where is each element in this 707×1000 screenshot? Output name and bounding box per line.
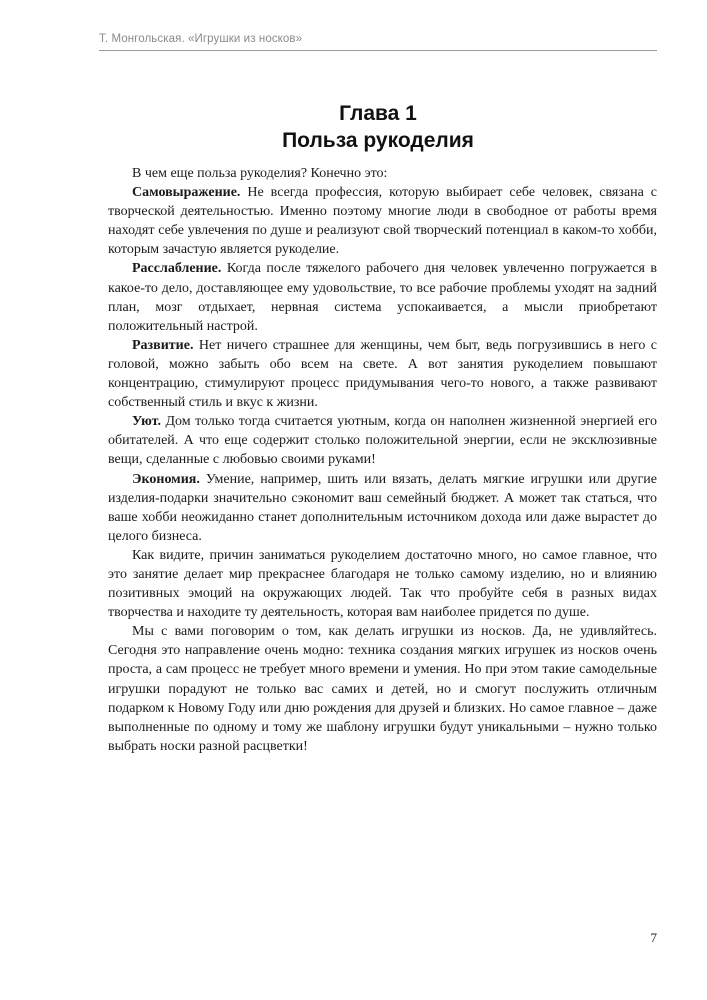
paragraph <box>108 164 657 183</box>
paragraph <box>108 546 657 622</box>
paragraph <box>108 470 657 546</box>
page-number: 7 <box>650 930 657 945</box>
running-header: Т. Монгольская. «Игрушки из носков» <box>99 33 657 51</box>
paragraph-lead: Расслабление. <box>132 261 222 277</box>
paragraph <box>108 412 657 469</box>
paragraph-lead: Развитие. <box>132 337 194 353</box>
paragraph <box>108 622 657 756</box>
paragraph-text: Когда после тяжелого рабочего дня человек увлеченно погружается в какое-то дело, доставляющее ему удовольствие, то все рабочие проблемы уходят на задний план, мозг отдыхает, нервная система успокаивается, а мысли приобретают положительный настрой. <box>108 261 657 334</box>
chapter-number: Глава 1 <box>339 102 417 125</box>
paragraph-text: Мы с вами поговорим о том, как делать игрушки из носков. Да, не удивляйтесь. Сегодня это направление очень модно: техника создания мягких игрушек из носков очень проста, а сам процесс не требует много времени и умения. Но при этом такие самодельные игрушки порадуют не только вас самих и детей, но и смогут послужить отличным подарком к Новому Году или дню рождения для друзей и близких. Но самое главное – даже выполненные по одному и тому же шаблону игрушки будут уникальными – нужно только выбрать носки разной расцветки! <box>108 624 657 754</box>
body-text <box>108 164 657 756</box>
paragraph-lead: Экономия. <box>132 471 200 487</box>
paragraph-text: Как видите, причин заниматься рукоделием достаточно много, но самое главное, что это занятие делает мир прекраснее благодаря не только самому изделию, но и влиянию позитивных эмоций на окружающих людей. Так что пробуйте себя в разных видах творчества и находите ту деятельность, которая вам наиболее придется по душе. <box>108 547 657 621</box>
paragraph <box>108 183 657 259</box>
paragraph-text: Умение, например, шить или вязать, делать мягкие игрушки или другие изделия-подарки значительно сэкономит ваш семейный бюджет. А может так статься, что ваше хобби неожиданно станет дополнительным источником дохода или даже вырастет до целого бизнеса. <box>108 471 657 544</box>
paragraph <box>108 336 657 412</box>
paragraph-text: Нет ничего страшнее для женщины, чем быт, ведь погрузившись в него с головой, можно забыть обо всем на свете. А вот занятия рукоделием повышают концентрацию, стимулируют процесс придумывания чего-то нового, а также развивают собственный стиль и вкус к жизни. <box>108 337 657 411</box>
paragraph-lead: Уют. <box>132 414 161 430</box>
paragraph-lead: Самовыражение. <box>132 185 241 201</box>
paragraph-text: Дом только тогда считается уютным, когда он наполнен жизненной энергией его обитателей. А что еще содержит столько положительной энергии, если не эксклюзивные вещи, сделанные с любовью своими руками! <box>108 414 657 468</box>
chapter-title: Польза рукоделия <box>282 129 474 152</box>
chapter-heading <box>99 100 657 154</box>
paragraph <box>108 259 657 335</box>
paragraph-text: В чем еще польза рукоделия? Конечно это: <box>132 166 388 181</box>
paragraph-text: Не всегда профессия, которую выбирает себе человек, связана с творческой деятельностью. Именно поэтому многие люди в свободное от работы время находят себе увлечения по душе и реализуют свой творческий потенциал в каком-то хобби, которым зачастую является рукоделие. <box>108 185 657 258</box>
